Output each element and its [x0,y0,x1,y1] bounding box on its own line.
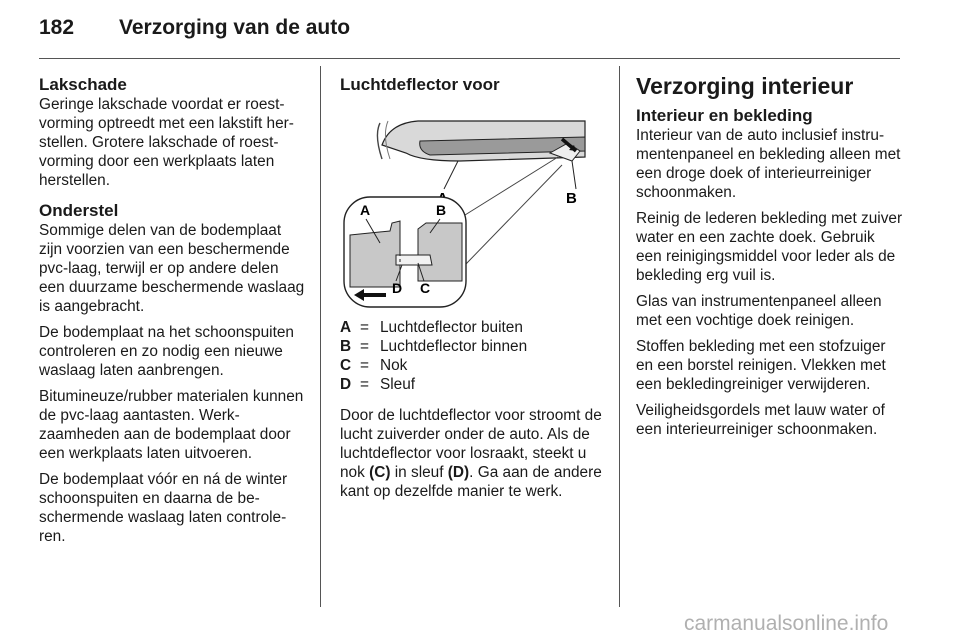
legend-text: Luchtdeflector buiten [380,319,523,336]
legend-text: Sleuf [380,376,416,393]
onderstel-p4: De bodemplaat vóór en ná de winter schoonspuiten en daarna de beschermende waslaag laten controleren. [39,471,288,545]
legend-text: Nok [380,357,408,374]
bekleding-subheading: Interieur en bekleding [636,106,813,125]
interieur-p4: Stoffen bekleding met een stofzuiger en een borstel reinigen. Vlekken met een bekledingreiniger verwijderen. [636,338,886,393]
lakschade-text: Geringe lakschade voordat er roestvorming optreedt met een lakstift herstellen. Grotere lakschade of roestvorming door een werkplaats laten herstellen. [39,96,294,189]
air-deflector-illustration [340,105,590,310]
legend-row [340,337,604,356]
onderstel-p3: Bitumineuze/rubber materialen kunnen de pvc-laag aantasten. Werkzaamheden aan de bodemplaat door een werkplaats laten uitvoeren. [39,388,304,462]
section-lakschade [39,75,307,190]
legend-equals: = [360,357,369,374]
column-divider-1 [320,66,321,607]
body-text-2: in sleuf [390,464,448,481]
legend-equals: = [360,376,369,393]
chapter-title: Verzorging van de auto [119,16,351,39]
leader-line-b-top [572,161,576,189]
legend-key: A [340,319,352,336]
onderstel-p1: Sommige delen van de bodemplaat zijn voorzien van een beschermende pvc-laag, terwijl er op andere delen een duurzame beschermende waslaag is aangebracht. [39,222,305,315]
interieur-heading: Verzorging interieur [636,73,854,99]
label-c-detail: C [420,280,431,296]
ref-c: (C) [369,464,391,481]
label-b-top: B [566,190,577,207]
interieur-p1: Interieur van de auto inclusief instrumentenpaneel en bekleding alleen met een droge doek of interieurreiniger schoonmaken. [636,127,901,201]
interieur-p2: Reinig de lederen bekleding met zuiver water en een zachte doek. Gebruik een reinigingsmiddel voor leder als de bekleding erg vuil is. [636,210,903,284]
section-onderstel [39,201,307,546]
site-watermark: carmanualsonline.info [684,612,889,635]
zoom-line-upper [465,157,558,215]
label-a-detail: A [360,202,371,218]
figure-legend [340,318,604,394]
luchtdeflector-body [340,406,604,501]
leader-line-a-top [444,161,458,189]
legend-text: Luchtdeflector binnen [380,338,528,355]
legend-equals: = [360,338,369,355]
left-column [39,75,307,553]
interieur-p3: Glas van instrumentenpaneel alleen met een vochtige doek reinigen. [636,293,882,329]
legend-row [340,356,604,375]
luchtdeflector-heading: Luchtdeflector voor [340,75,500,94]
legend-key: C [340,357,352,374]
right-column [636,72,904,446]
onderstel-heading: Onderstel [39,201,119,220]
interieur-p5: Veiligheidsgordels met lauw water of een interieurreiniger schoonmaken. [636,402,885,438]
column-divider-2 [619,66,620,607]
zoom-line-lower [465,165,562,265]
ref-d: (D) [447,464,470,481]
lakschade-heading: Lakschade [39,75,127,94]
legend-equals: = [360,319,369,336]
onderstel-p2: De bodemplaat na het schoonspuiten controleren en zo nodig een nieuwe waslaag laten aanbrengen. [39,324,294,379]
label-b-detail: B [436,202,447,218]
legend-row [340,375,604,394]
label-d-detail: D [392,280,403,296]
header-rule [39,58,900,59]
body-text-1: Door de luchtdeflector voor stroomt de lucht zuiverder onder de auto. Als de luchtdeflector voor losraakt, steekt u nok [340,407,602,481]
legend-key: B [340,338,352,355]
legend-row [340,318,604,337]
middle-column [340,75,604,508]
page-number: 182 [39,16,75,39]
body-text-3: . Ga aan de andere kant op dezelfde manier te werk. [340,464,602,500]
legend-key: D [340,376,352,393]
car-front-view [377,121,585,161]
